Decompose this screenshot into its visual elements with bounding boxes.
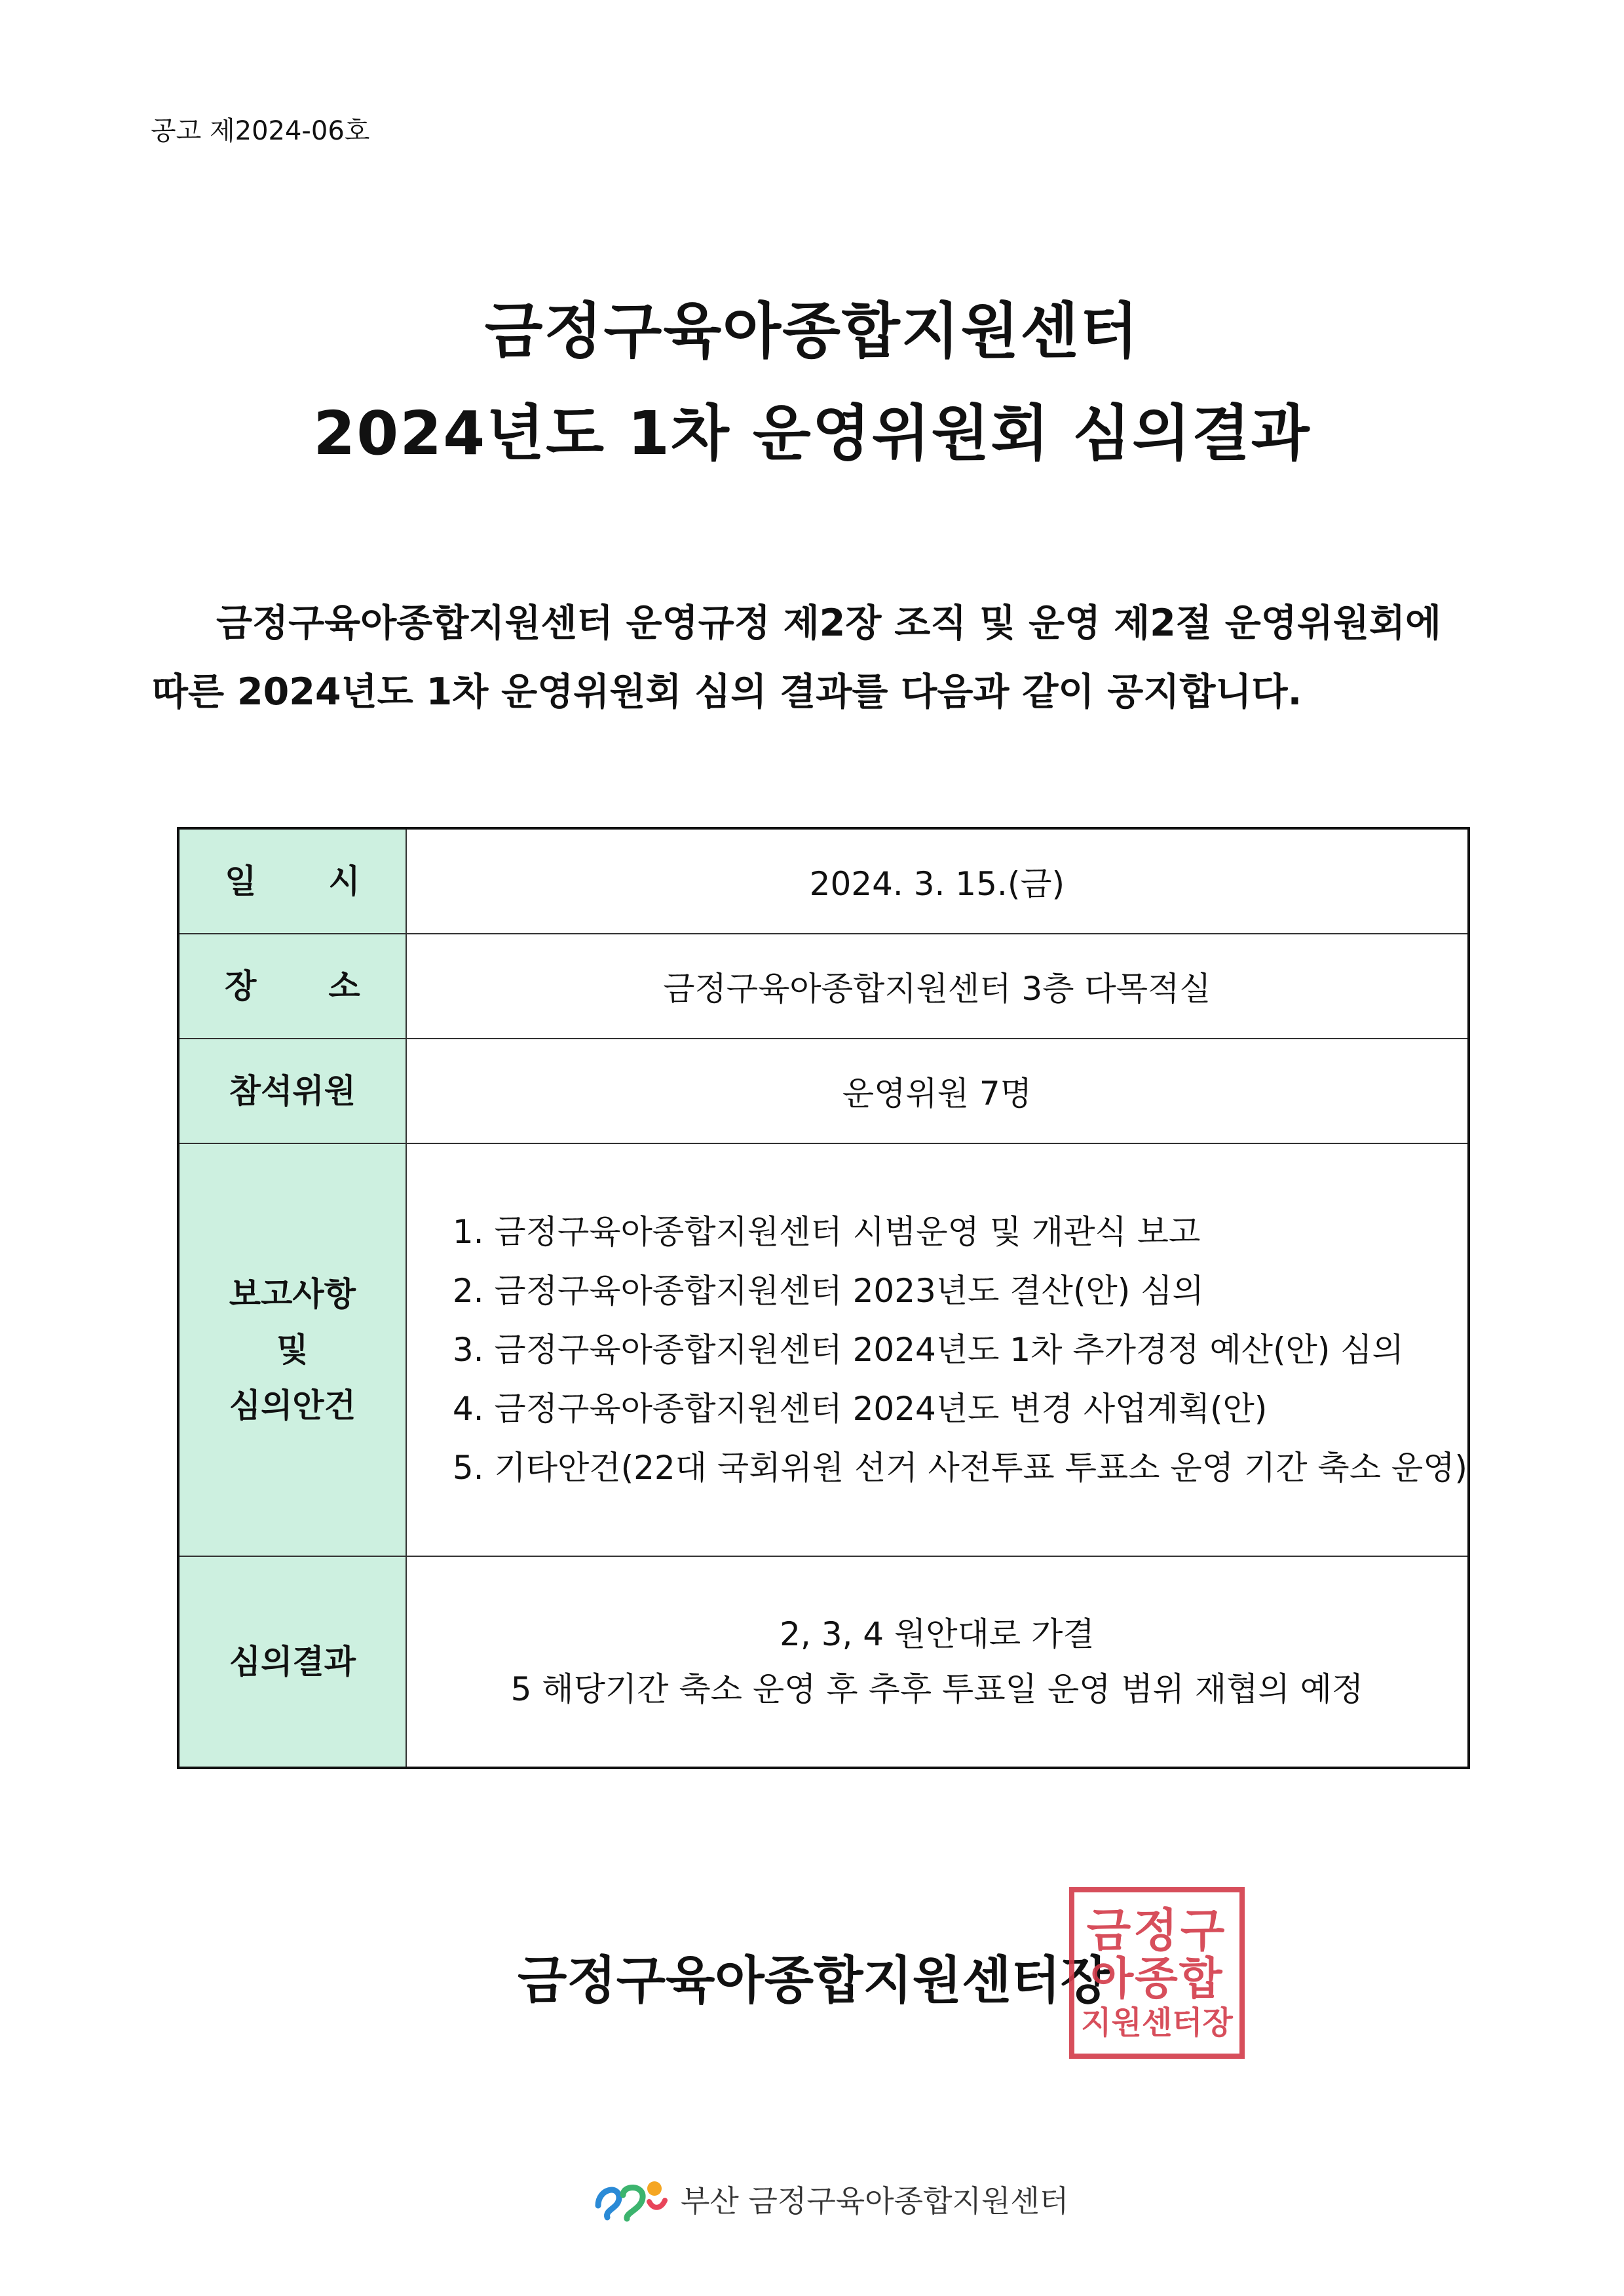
footer-text: 부산 금정구육아종합지원센터: [681, 2183, 1069, 2219]
agenda-label-1: 보고사항: [229, 1274, 356, 1313]
list-item: 3. 금정구육아종합지원센터 2024년도 1차 추가경정 예산(안) 심의: [452, 1331, 1404, 1369]
table-row: [178, 1143, 1469, 1556]
intro-line-2: 따른 2024년도 1차 운영위원회 심의 결과를 다음과 같이 공지합니다.: [152, 670, 1302, 714]
list-item: 5. 기타안건(22대 국회위원 선거 사전투표 투표소 운영 기간 축소 운영): [452, 1449, 1467, 1487]
agenda-label: [178, 1143, 406, 1556]
agenda-label-3: 심의안건: [229, 1386, 356, 1425]
result-label: 심의결과: [178, 1556, 406, 1768]
table-row: [178, 1039, 1469, 1143]
page-subtitle: 2024년도 1차 운영위원회 심의결과: [313, 398, 1311, 469]
center-logo-icon: [593, 2175, 670, 2223]
table-row: [178, 934, 1469, 1039]
table-row: [178, 828, 1469, 934]
seal-text-3: 지원센터장: [1081, 2004, 1233, 2041]
seal-text-1: 금정구: [1086, 1904, 1228, 1957]
list-item: 1. 금정구육아종합지원센터 시범운영 및 개관식 보고: [452, 1213, 1201, 1251]
result-line-1: 2, 3, 4 원안대로 가결: [780, 1615, 1095, 1653]
place-label-a: 장: [225, 966, 257, 1005]
official-seal-icon: [1069, 1887, 1245, 2059]
date-label: [178, 828, 406, 934]
date-label-a: 일: [225, 862, 257, 900]
signer-name: 금정구육아종합지원센터장: [518, 1951, 1110, 2010]
agenda-list: [407, 1202, 1467, 1497]
place-label-b: 소: [328, 966, 360, 1005]
list-item: 4. 금정구육아종합지원센터 2024년도 변경 사업계획(안): [452, 1390, 1268, 1428]
attendees-label: 참석위원: [178, 1039, 406, 1143]
result-table: [177, 827, 1470, 1769]
result-value: [406, 1556, 1469, 1768]
attendees-value: 운영위원 7명: [406, 1039, 1469, 1143]
agenda-label-2: 및: [276, 1330, 309, 1369]
list-item: 2. 금정구육아종합지원센터 2023년도 결산(안) 심의: [452, 1272, 1204, 1310]
seal-text-2: 아종합: [1090, 1953, 1224, 2005]
table-row: [178, 1556, 1469, 1768]
footer: [593, 2175, 1068, 2223]
place-value: 금정구육아종합지원센터 3층 다목적실: [406, 934, 1469, 1039]
place-label: [178, 934, 406, 1039]
intro-line-1: 금정구육아종합지원센터 운영규정 제2장 조직 및 운영 제2절 운영위원회에: [216, 602, 1442, 645]
result-line-2: 5 해당기간 축소 운영 후 추후 투표일 운영 범위 재협의 예정: [510, 1670, 1364, 1708]
date-label-b: 시: [328, 862, 360, 900]
date-value: 2024. 3. 15.(금): [406, 828, 1469, 934]
page-title: 금정구육아종합지원센터: [484, 296, 1140, 366]
notice-number: 공고 제2024-06호: [151, 116, 370, 146]
agenda-list-cell: [406, 1143, 1469, 1556]
